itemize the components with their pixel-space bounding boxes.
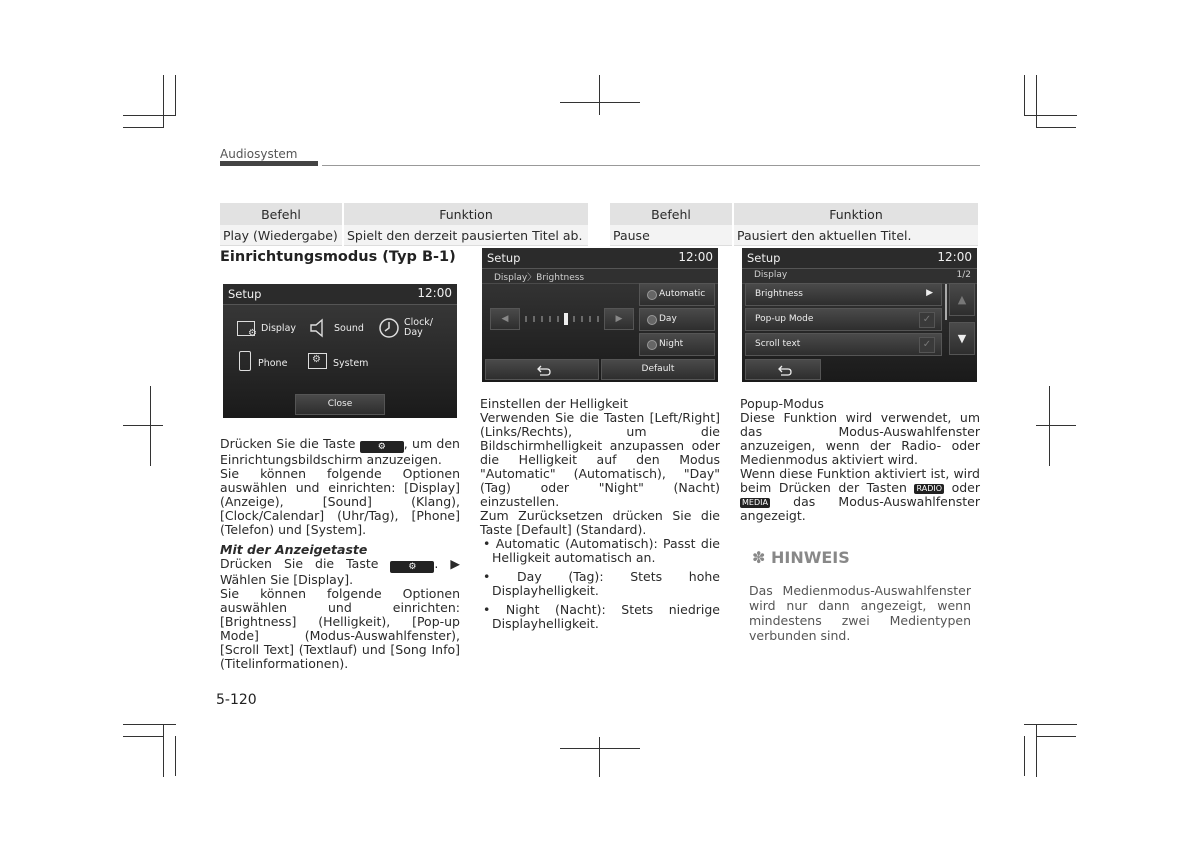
table-row bbox=[220, 225, 589, 246]
crop-mark bbox=[1024, 115, 1077, 116]
crop-mark bbox=[1024, 724, 1077, 725]
gear-icon: ⚙ bbox=[312, 354, 321, 365]
screen-subheader bbox=[742, 269, 977, 284]
table-cell: Pausiert den aktuellen Titel. bbox=[733, 225, 979, 246]
crop-mark bbox=[123, 115, 176, 116]
list-item-label: Scroll text bbox=[755, 339, 801, 349]
brightness-screen bbox=[482, 248, 718, 382]
option-label: Automatic bbox=[659, 289, 706, 299]
note-text: Das Medienmodus-Auswahlfenster wird nur dann angezeigt, wenn mindestens zwei Medientypen verbunden sind. bbox=[749, 583, 971, 643]
speaker-icon bbox=[309, 318, 327, 338]
crop-mark bbox=[175, 75, 176, 115]
screen-clock: 12:00 bbox=[678, 250, 713, 264]
list-item-brightness[interactable] bbox=[745, 283, 942, 306]
note-title: ✽ HINWEIS bbox=[752, 548, 850, 567]
menu-label: System bbox=[333, 358, 369, 369]
subsection-title: Mit der Anzeigetaste bbox=[220, 542, 368, 557]
crop-mark bbox=[1049, 386, 1050, 466]
phone-icon bbox=[239, 351, 251, 371]
text: Automatic (Automatisch): Passt die Helligkeit automatisch an. bbox=[492, 536, 720, 565]
crop-mark bbox=[1036, 127, 1076, 128]
back-arrow-icon bbox=[777, 364, 793, 376]
text: Drücken Sie die Taste bbox=[220, 436, 356, 451]
radio-indicator bbox=[647, 290, 657, 300]
subsection-title: Einstellen der Helligkeit bbox=[480, 396, 628, 411]
crop-mark bbox=[123, 425, 163, 426]
subheader-title: Display bbox=[754, 270, 788, 280]
checkbox-icon[interactable]: ✓ bbox=[919, 337, 935, 353]
list-item: • Automatic (Automatisch): Passt die Helligkeit automatisch an. bbox=[483, 536, 720, 565]
setup-key-icon: ⚙ bbox=[390, 561, 434, 573]
crop-mark bbox=[560, 102, 640, 103]
menu-label: Sound bbox=[334, 323, 364, 334]
crop-mark bbox=[163, 75, 164, 128]
option-label: Night bbox=[659, 339, 684, 349]
paragraph: Zum Zurücksetzen drücken Sie die Taste [Default] (Standard). bbox=[480, 508, 720, 537]
crop-mark bbox=[1024, 75, 1025, 115]
default-button[interactable]: Default bbox=[601, 359, 715, 380]
crop-mark bbox=[1036, 75, 1037, 128]
crop-mark bbox=[123, 127, 163, 128]
crop-mark bbox=[599, 75, 600, 115]
option-automatic[interactable] bbox=[639, 283, 715, 306]
radio-key: RADIO bbox=[916, 484, 943, 493]
setup-screen bbox=[223, 284, 457, 418]
paragraph: Sie können folgende Optionen auswählen und einrichten: [Display] (Anzeige), [Sound] (Klang), [Clock/Calendar] (Uhr/Tag), [Phone] (Telefon) und [System]. bbox=[220, 466, 460, 537]
menu-label: Clock/ Day bbox=[404, 317, 434, 338]
option-night[interactable] bbox=[639, 333, 715, 356]
text: Night (Nacht): Stets niedrige Displayhelligkeit. bbox=[492, 602, 720, 631]
text: . ▶ Wählen Sie [Display]. bbox=[220, 556, 460, 587]
screen-title: Setup bbox=[747, 251, 781, 265]
screen-header bbox=[223, 284, 457, 305]
menu-label: Display bbox=[261, 323, 297, 334]
command-table-right bbox=[610, 203, 980, 246]
table-cell: Play (Wiedergabe) bbox=[220, 225, 343, 246]
table-header: Funktion bbox=[733, 203, 979, 225]
screen-clock: 12:00 bbox=[937, 250, 972, 264]
header-bar bbox=[220, 161, 318, 166]
page-indicator: 1/2 bbox=[956, 270, 971, 280]
text: oder bbox=[951, 480, 980, 495]
option-day[interactable] bbox=[639, 308, 715, 331]
column-2-text bbox=[480, 397, 720, 636]
text: das Modus-Auswahlfenster angezeigt. bbox=[740, 494, 980, 523]
paragraph bbox=[740, 467, 980, 523]
crop-mark bbox=[123, 724, 176, 725]
screen-header bbox=[482, 248, 718, 269]
list-item-popup-mode[interactable] bbox=[745, 308, 942, 331]
brightness-slider[interactable] bbox=[524, 312, 604, 326]
gear-icon: ⚙ bbox=[248, 328, 257, 339]
section-title: Einrichtungsmodus (Typ B-1) bbox=[220, 249, 456, 265]
paragraph bbox=[220, 557, 460, 587]
column-1-text bbox=[220, 437, 460, 671]
scrollbar[interactable] bbox=[945, 284, 947, 320]
setup-key-icon: ⚙ bbox=[360, 441, 404, 453]
back-button[interactable] bbox=[745, 359, 821, 380]
radio-indicator bbox=[647, 340, 657, 350]
back-arrow-icon bbox=[536, 364, 552, 376]
chevron-right-icon: ▶ bbox=[926, 288, 933, 298]
slider-handle bbox=[564, 313, 568, 325]
screen-clock: 12:00 bbox=[417, 286, 452, 300]
column-3-text bbox=[740, 397, 980, 523]
paragraph: Verwenden Sie die Tasten [Left/Right] (Links/Rechts), um die Bildschirmhelligkeit anzupassen oder die Helligkeit auf den Modus "Automatic" (Automatisch), "Day" (Tag) oder "Night" (Nacht) einzustellen. bbox=[480, 410, 720, 509]
crop-mark bbox=[599, 737, 600, 777]
crop-mark bbox=[1036, 425, 1076, 426]
text: Drücken Sie die Taste bbox=[220, 556, 379, 571]
checkbox-icon[interactable]: ✓ bbox=[919, 312, 935, 328]
option-label: Day bbox=[659, 314, 677, 324]
clock-icon bbox=[378, 317, 400, 339]
command-table-left bbox=[220, 203, 590, 246]
paragraph bbox=[220, 437, 460, 467]
table-header: Funktion bbox=[343, 203, 589, 225]
crop-mark bbox=[1036, 724, 1037, 777]
screen-subheader bbox=[482, 269, 718, 284]
table-cell: Spielt den derzeit pausierten Titel ab. bbox=[343, 225, 589, 246]
crop-mark bbox=[560, 748, 640, 749]
table-header: Befehl bbox=[610, 203, 733, 225]
radio-indicator bbox=[647, 315, 657, 325]
scroll-down-button[interactable]: ▼ bbox=[949, 322, 975, 355]
paragraph: Sie können folgende Optionen auswählen und einrichten: [Brightness] (Helligkeit), [Pop-up Mode] (Modus-Auswahlfenster), [Scroll Text] (Textlauf) und [Song Info] (Titelinformationen). bbox=[220, 586, 460, 671]
subsection-title: Popup-Modus bbox=[740, 396, 824, 411]
close-button[interactable]: Close bbox=[295, 394, 385, 415]
crop-mark bbox=[1024, 736, 1025, 776]
crop-mark bbox=[163, 724, 164, 777]
menu-label: Phone bbox=[258, 358, 288, 369]
breadcrumb: Display〉Brightness bbox=[494, 273, 585, 283]
table-cell: Pause bbox=[610, 225, 733, 246]
table-row bbox=[610, 225, 979, 246]
section-header: Audiosystem bbox=[220, 147, 298, 161]
screen-title: Setup bbox=[228, 287, 262, 301]
screen-title: Setup bbox=[487, 251, 521, 265]
text: Wenn diese Funktion aktiviert ist, wird beim Drücken der Tasten bbox=[740, 466, 980, 495]
table-header: Befehl bbox=[220, 203, 343, 225]
crop-mark bbox=[123, 736, 163, 737]
back-button[interactable] bbox=[485, 359, 599, 380]
list-item-label: Pop-up Mode bbox=[755, 314, 814, 324]
page-number: 5-120 bbox=[216, 692, 257, 708]
scroll-up-button[interactable]: ▲ bbox=[949, 283, 975, 316]
header-rule bbox=[322, 165, 980, 166]
list-item-label: Brightness bbox=[755, 289, 803, 299]
crop-mark bbox=[1036, 736, 1076, 737]
left-arrow-button[interactable]: ◀ bbox=[490, 308, 520, 330]
right-arrow-button[interactable]: ▶ bbox=[604, 308, 634, 330]
crop-mark bbox=[175, 736, 176, 776]
list-item: • Night (Nacht): Stets niedrige Displayhelligkeit. bbox=[483, 602, 720, 631]
screen-header bbox=[742, 248, 977, 269]
text: , um den Einrichtungsbildschirm anzuzeigen. bbox=[220, 436, 460, 467]
list-item-scroll-text[interactable] bbox=[745, 333, 942, 356]
text: Day (Tag): Stets hohe Displayhelligkeit. bbox=[492, 569, 720, 598]
paragraph: Diese Funktion wird verwendet, um das Modus-Auswahlfenster anzuzeigen, wenn der Radio- oder Medienmodus aktiviert wird. bbox=[740, 410, 980, 467]
display-screen bbox=[742, 248, 977, 382]
list-item: • Day (Tag): Stets hohe Displayhelligkeit. bbox=[483, 569, 720, 598]
crop-mark bbox=[150, 386, 151, 466]
media-key: MEDIA bbox=[742, 498, 768, 507]
